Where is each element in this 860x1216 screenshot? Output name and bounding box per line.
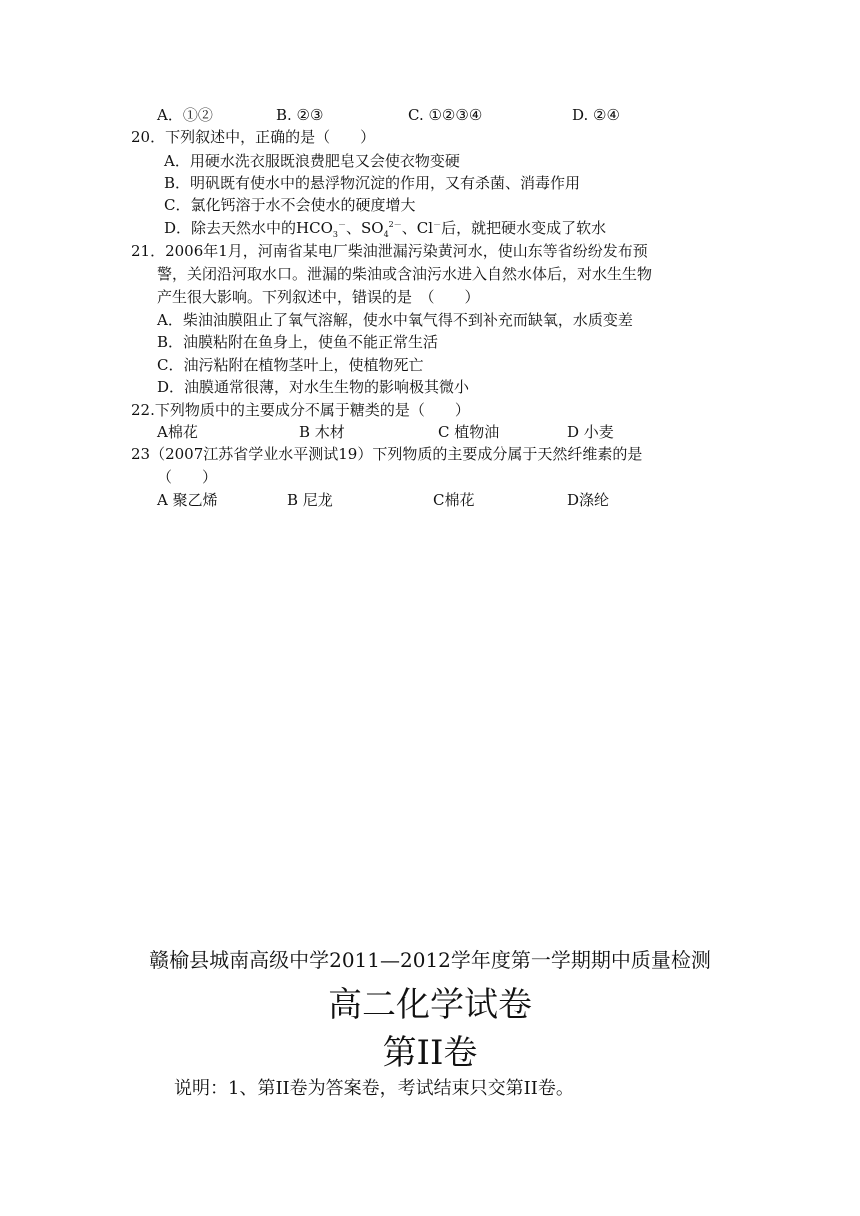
q20-option-a: A．用硬水洗衣服既浪费肥皂又会使衣物变硬 — [164, 152, 460, 170]
q23-option-a: A 聚乙烯 — [157, 491, 218, 509]
q19-option-a: A．①② — [157, 106, 213, 124]
q22-option-a: A棉花 — [157, 423, 198, 441]
q22-stem: 22.下列物质中的主要成分不属于糖类的是（ ） — [131, 401, 470, 419]
q23-stem: 23（2007江苏省学业水平测试19）下列物质的主要成分属于天然纤维素的是 — [131, 445, 643, 463]
q19-option-c: C. ①②③④ — [408, 106, 483, 124]
q20-option-d: D．除去天然水中的$HCO_3^-$、$SO_4^{2-}$、Cl－后，就把硬水变成了软水 — [164, 219, 607, 239]
q21-option-b: B．油膜粘附在鱼身上，使鱼不能正常生活 — [157, 333, 439, 351]
q22-option-b: B 木材 — [299, 423, 345, 441]
q21-stem-line-2: 警，关闭沿河取水口。泄漏的柴油或含油污水进入自然水体后，对水生生物 — [157, 265, 653, 283]
q21-option-c: C．油污粘附在植物茎叶上，使植物死亡 — [157, 356, 424, 374]
q23-option-b: B 尼龙 — [287, 491, 333, 509]
q21-stem-line-1: 21．2006年1月，河南省某电厂柴油泄漏污染黄河水，使山东等省纷纷发布预 — [131, 242, 648, 260]
school-exam-heading: 赣榆县城南高级中学2011—2012学年度第一学期期中质量检测 — [149, 948, 711, 972]
chloride-formula: Cl－ — [416, 219, 442, 237]
q22-option-d: D 小麦 — [567, 423, 614, 441]
q23-option-c: C棉花 — [433, 491, 475, 509]
volume-title: 第II卷 — [382, 1033, 478, 1073]
bicarbonate-formula: $HCO_3^-$ — [296, 219, 346, 239]
q21-option-a: A．柴油油膜阻止了氧气溶解，使水中氧气得不到补充而缺氧，水质变差 — [157, 311, 633, 329]
q21-stem-line-3: 产生很大影响。下列叙述中，错误的是 （ ） — [157, 288, 480, 306]
q20-option-b: B．明矾既有使水中的悬浮物沉淀的作用，又有杀菌、消毒作用 — [164, 174, 581, 192]
q22-option-c: C 植物油 — [438, 423, 500, 441]
q21-option-d: D．油膜通常很薄，对水生生物的影响极其微小 — [157, 378, 470, 396]
q20-option-c: C．氯化钙溶于水不会使水的硬度增大 — [164, 196, 416, 214]
sulfate-formula: $SO_4^{2-}$ — [361, 219, 402, 239]
exam-title: 高二化学试卷 — [328, 985, 532, 1025]
q19-option-d: D. ②④ — [572, 106, 620, 124]
instructions-note: 说明：1、第II卷为答案卷，考试结束只交第II卷。 — [174, 1078, 574, 1099]
q20-stem: 20．下列叙述中，正确的是（ ） — [131, 128, 376, 146]
q23-option-d: D涤纶 — [567, 491, 610, 509]
q19-option-b: B. ②③ — [276, 106, 324, 124]
q23-answer-paren: （ ） — [157, 468, 218, 486]
